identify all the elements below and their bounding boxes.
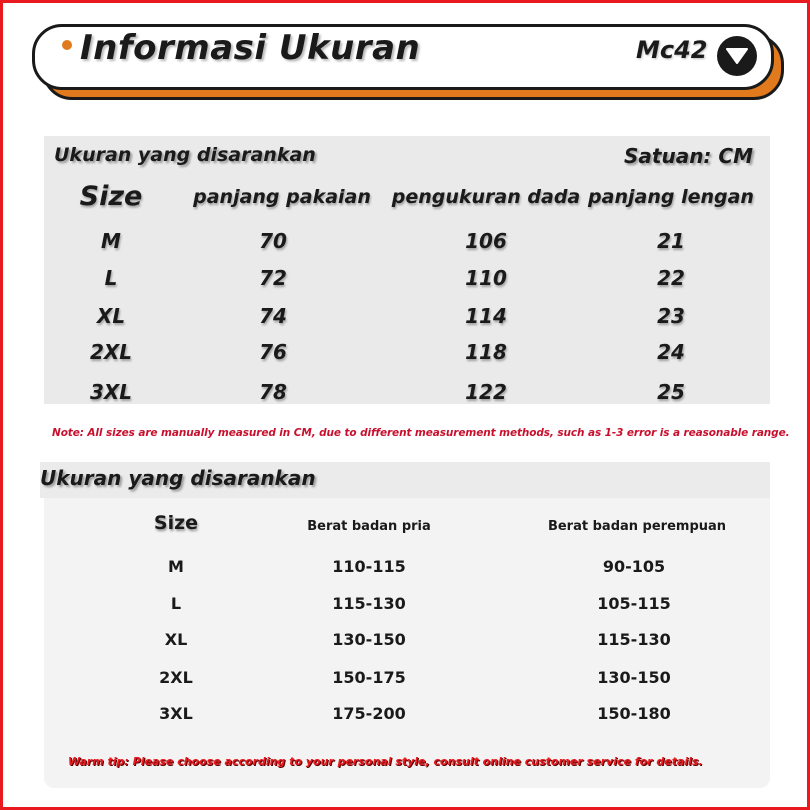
table1-cell-chest: 122 xyxy=(465,380,507,404)
table1-cell-size: L xyxy=(104,266,118,290)
table2-cell-size: 2XL xyxy=(159,668,193,687)
table1-cell-sleeve: 23 xyxy=(657,304,685,328)
table2-header-male-weight: Berat badan pria xyxy=(307,519,431,534)
table1-cell-chest: 110 xyxy=(465,266,507,290)
table1-cell-length: 70 xyxy=(259,229,287,253)
table1-header-size: Size xyxy=(79,181,143,212)
table1-header-chest: pengukuran dada xyxy=(391,186,581,208)
table1-cell-length: 78 xyxy=(259,380,287,404)
table2-cell-size: 3XL xyxy=(159,704,193,723)
table1-cell-sleeve: 22 xyxy=(657,266,685,290)
table1-cell-sleeve: 21 xyxy=(657,229,685,253)
page-title: Informasi Ukuran xyxy=(80,28,421,68)
unit-label: Satuan: CM xyxy=(624,144,753,168)
table2-cell-female-weight: 115-130 xyxy=(597,630,671,649)
table1-cell-chest: 106 xyxy=(465,229,507,253)
table1-cell-sleeve: 25 xyxy=(657,380,685,404)
table2-header-female-weight: Berat badan perempuan xyxy=(547,519,727,534)
table1-cell-length: 72 xyxy=(259,266,287,290)
table2-cell-male-weight: 110-115 xyxy=(332,557,406,576)
bullet-dot-icon xyxy=(62,40,72,50)
table1-cell-size: 2XL xyxy=(89,340,133,364)
table1-header-sleeve: panjang lengan xyxy=(588,186,754,208)
table2-cell-female-weight: 150-180 xyxy=(597,704,671,723)
table2-cell-size: L xyxy=(170,594,182,613)
product-code: Mc42 xyxy=(636,36,708,64)
table2-cell-size: XL xyxy=(164,630,188,649)
warm-tip: Warm tip: Please choose according to your personal style, consult online customer service for details. xyxy=(68,755,703,768)
table2-cell-male-weight: 130-150 xyxy=(332,630,406,649)
table1-cell-length: 74 xyxy=(259,304,287,328)
table1-cell-chest: 118 xyxy=(465,340,507,364)
table1-cell-length: 76 xyxy=(259,340,287,364)
table1-heading: Ukuran yang disarankan xyxy=(54,144,316,166)
table2-cell-male-weight: 175-200 xyxy=(332,704,406,723)
table1-cell-sleeve: 24 xyxy=(657,340,685,364)
table2-cell-female-weight: 90-105 xyxy=(602,557,666,576)
table2-header-size: Size xyxy=(153,512,199,534)
table2-cell-male-weight: 115-130 xyxy=(332,594,406,613)
table1-cell-size: 3XL xyxy=(89,380,133,404)
table1-cell-size: M xyxy=(101,229,121,253)
measurement-note: Note: All sizes are manually measured in CM, due to different measurement methods, such as 1-3 error is a reasonable range. xyxy=(52,427,790,439)
table1-cell-size: XL xyxy=(96,304,126,328)
dropdown-button[interactable] xyxy=(717,36,757,76)
table2-cell-size: M xyxy=(168,557,184,576)
table2-cell-female-weight: 130-150 xyxy=(597,668,671,687)
table2-cell-male-weight: 150-175 xyxy=(332,668,406,687)
table2-cell-female-weight: 105-115 xyxy=(597,594,671,613)
table1-cell-chest: 114 xyxy=(465,304,507,328)
chevron-down-icon xyxy=(726,48,748,64)
table1-header-length: panjang pakaian xyxy=(193,186,371,208)
table2-heading: Ukuran yang disarankan xyxy=(40,466,316,490)
